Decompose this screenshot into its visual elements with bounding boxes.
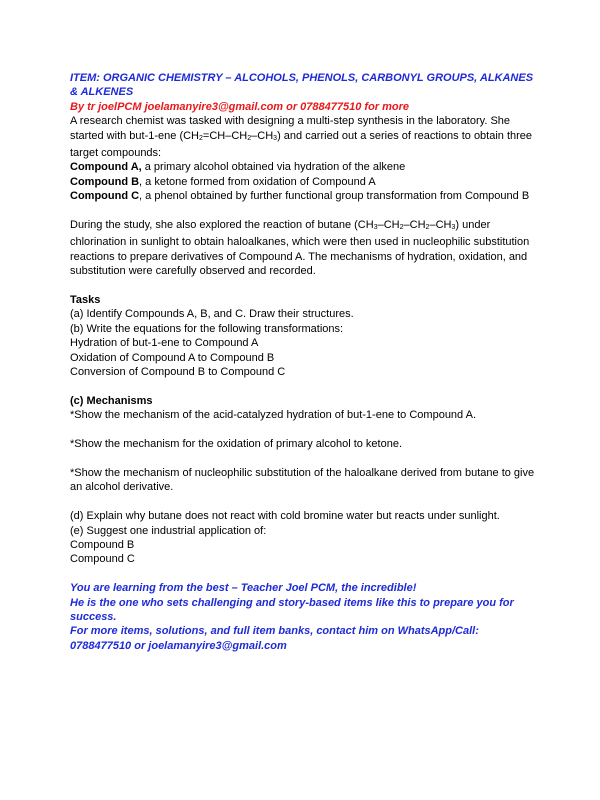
compound-c-text: , a phenol obtained by further functional group transformation from Compound B: [139, 190, 530, 203]
spacer: [70, 204, 532, 218]
intro-line2: [70, 129, 532, 146]
study-text: –CH: [403, 219, 426, 232]
intro-line1: A research chemist was tasked with designing a multi-step synthesis in the laboratory. She: [70, 115, 511, 128]
tasks-heading: Tasks: [70, 294, 101, 307]
footer-line4: For more items, solutions, and full item banks, contact him on WhatsApp/Call:: [70, 625, 479, 638]
mechanism-2: *Show the mechanism for the oxidation of primary alcohol to ketone.: [70, 438, 403, 451]
subscript: 3: [373, 224, 378, 232]
mechanism-1: *Show the mechanism of the acid-catalyzed hydration of but-1-ene to Compound A.: [70, 409, 477, 422]
mechanisms-heading: (c) Mechanisms: [70, 394, 153, 407]
spacer: [70, 567, 532, 581]
task-b1: Hydration of but-1-ene to Compound A: [70, 337, 259, 350]
study-line1: [70, 218, 532, 235]
task-a: (a) Identify Compounds A, B, and C. Draw their structures.: [70, 308, 354, 321]
compound-c-line: [70, 189, 532, 203]
compound-b-line: [70, 175, 532, 189]
study-line2: chlorination in sunlight to obtain haloalkanes, which were then used in nucleophilic substitution: [70, 236, 530, 249]
subscript: 2: [425, 224, 430, 232]
compound-b-text: , a ketone formed from oxidation of Compound A: [139, 175, 376, 188]
subscript: 2: [247, 134, 252, 142]
subscript: 2: [199, 134, 203, 142]
subscript: 3: [451, 224, 456, 232]
compound-c-label: Compound C: [70, 190, 140, 203]
compound-a-text: a primary alcohol obtained via hydration of the alkene: [141, 161, 406, 174]
subscript: 2: [399, 224, 404, 232]
task-b2: Oxidation of Compound A to Compound B: [70, 351, 275, 364]
task-e1: Compound B: [70, 538, 135, 551]
intro-text: =CH–CH: [202, 129, 248, 142]
author-line: By tr joelPCM joelamanyire3@gmail.com or 0788477510 for more: [70, 100, 410, 113]
task-b: (b) Write the equations for the following transformations:: [70, 322, 344, 335]
item-title-line1: ITEM: ORGANIC CHEMISTRY – ALCOHOLS, PHENOLS, CARBONYL GROUPS, ALKANES: [70, 72, 534, 84]
intro-text: –CH: [251, 129, 274, 142]
spacer: [70, 380, 532, 394]
item-title-line2: & ALKENES: [70, 86, 134, 99]
compound-b-label: Compound B: [70, 175, 140, 188]
study-text: –CH: [377, 219, 400, 232]
footer-line5: 0788477510 or joelamanyire3@gmail.com: [70, 639, 287, 652]
study-text: ) under: [455, 219, 491, 232]
footer-line1: You are learning from the best – Teacher Joel PCM, the incredible!: [70, 582, 417, 595]
spacer: [70, 423, 532, 437]
intro-line3: target compounds:: [70, 147, 162, 160]
intro-text: ) and carried out a series of reactions to obtain three: [277, 129, 533, 142]
task-d: (d) Explain why butane does not react with cold bromine water but reacts under sunlight.: [70, 510, 500, 523]
footer-line3: success.: [70, 610, 117, 623]
subscript: 3: [273, 134, 278, 142]
footer-line2: He is the one who sets challenging and story-based items like this to prepare you for: [70, 596, 514, 609]
spacer: [70, 495, 532, 509]
study-text: During the study, she also explored the reaction of butane (CH: [70, 219, 374, 232]
task-b3: Conversion of Compound B to Compound C: [70, 366, 286, 379]
study-text: –CH: [429, 219, 452, 232]
spacer: [70, 452, 532, 466]
mechanism-3-line2: an alcohol derivative.: [70, 481, 174, 494]
mechanism-3-line1: *Show the mechanism of nucleophilic substitution of the haloalkane derived from butane to give: [70, 466, 535, 479]
intro-text: started with but-1-ene (CH: [70, 129, 199, 142]
study-line4: substitution were carefully observed and recorded.: [70, 265, 316, 278]
task-e: (e) Suggest one industrial application of:: [70, 524, 267, 537]
study-line3: reactions to prepare derivatives of Compound A. The mechanisms of hydration, oxidation, and: [70, 250, 528, 263]
compound-a-label: Compound A,: [70, 161, 142, 174]
compound-a-line: [70, 160, 532, 174]
spacer: [70, 279, 532, 293]
document-content: [70, 71, 535, 653]
task-e2: Compound C: [70, 553, 135, 566]
